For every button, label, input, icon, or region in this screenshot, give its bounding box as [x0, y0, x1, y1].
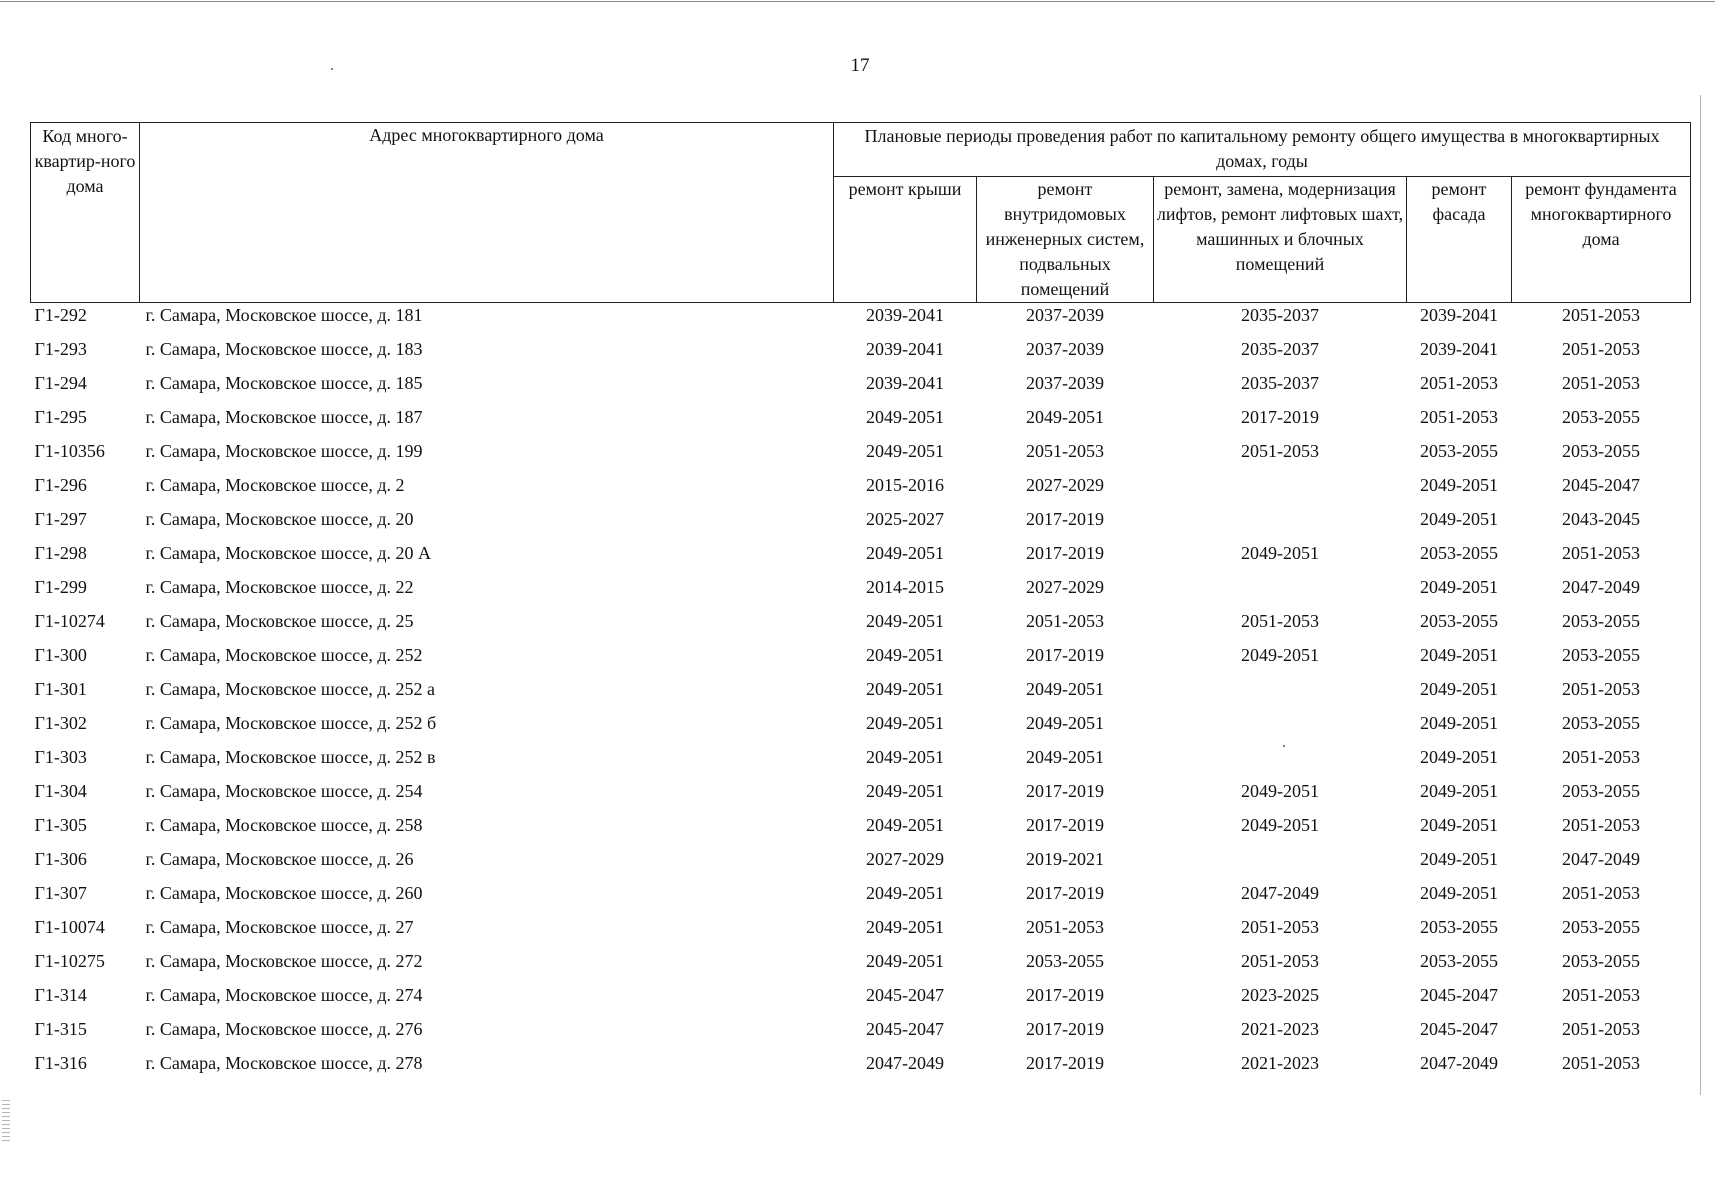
table-row: [31, 575, 1691, 609]
cell-roof: 2049-2051: [866, 815, 944, 835]
cell-roof: 2049-2051: [866, 645, 944, 665]
cell-roof: 2014-2015: [866, 577, 944, 597]
header-engineering: ремонт внутридомовых инженерных систем, подвальных помещений: [977, 177, 1154, 303]
cell-elevators: [1154, 677, 1407, 711]
cell-code: Г1-294: [34, 373, 87, 393]
cell-roof: 2049-2051: [866, 407, 944, 427]
cell-address: г. Самара, Московское шоссе, д. 252: [145, 645, 423, 665]
table-header: [31, 123, 1691, 303]
cell-facade: 2049-2051: [1420, 713, 1498, 733]
cell-roof: 2039-2041: [866, 373, 944, 393]
cell-code: Г1-10356: [34, 441, 105, 461]
table-row: [31, 303, 1691, 338]
cell-elevators: 2049-2051: [1241, 781, 1319, 801]
cell-roof: 2045-2047: [866, 985, 944, 1005]
cell-facade: 2053-2055: [1420, 917, 1498, 937]
cell-code: Г1-298: [34, 543, 87, 563]
scan-speck: [331, 68, 333, 70]
cell-code: Г1-302: [34, 713, 87, 733]
scan-top-border: [0, 1, 1715, 2]
table-row: [31, 643, 1691, 677]
header-elevators: ремонт, замена, модернизация лифтов, ремонт лифтовых шахт, машинных и блочных помещений: [1154, 177, 1407, 303]
cell-elevators: 2035-2037: [1241, 339, 1319, 359]
cell-foundation: 2051-2053: [1562, 339, 1641, 359]
cell-foundation: 2053-2055: [1562, 951, 1641, 971]
cell-foundation: 2053-2055: [1562, 407, 1641, 427]
cell-roof: 2039-2041: [866, 339, 944, 359]
cell-roof: 2049-2051: [866, 883, 944, 903]
cell-foundation: 2043-2045: [1562, 509, 1641, 529]
cell-roof: 2049-2051: [866, 611, 944, 631]
cell-facade: 2049-2051: [1420, 679, 1498, 699]
cell-code: Г1-10275: [34, 951, 105, 971]
cell-foundation: 2053-2055: [1562, 713, 1641, 733]
table-row: [31, 915, 1691, 949]
cell-facade: 2039-2041: [1420, 339, 1498, 359]
table-row: [31, 1017, 1691, 1051]
table-row: [31, 881, 1691, 915]
cell-facade: 2049-2051: [1420, 475, 1498, 495]
cell-roof: 2047-2049: [866, 1053, 944, 1073]
cell-address: г. Самара, Московское шоссе, д. 27: [145, 917, 414, 937]
cell-elevators: [1154, 507, 1407, 541]
cell-facade: 2045-2047: [1420, 985, 1498, 1005]
table-row: [31, 507, 1691, 541]
cell-elevators: 2023-2025: [1241, 985, 1319, 1005]
table-row: [31, 813, 1691, 847]
cell-address: г. Самара, Московское шоссе, д. 254: [145, 781, 423, 801]
cell-facade: 2051-2053: [1420, 373, 1498, 393]
cell-facade: 2051-2053: [1420, 407, 1498, 427]
header-code: Код много-квартир-ного дома: [31, 123, 140, 303]
cell-foundation: 2051-2053: [1562, 815, 1641, 835]
cell-roof: 2049-2051: [866, 713, 944, 733]
cell-foundation: 2051-2053: [1562, 1053, 1641, 1073]
cell-elevators: 2035-2037: [1241, 305, 1319, 325]
cell-foundation: 2051-2053: [1562, 1019, 1641, 1039]
header-address: Адрес многоквартирного дома: [140, 123, 834, 303]
header-planned-periods: Плановые периоды проведения работ по капитальному ремонту общего имущества в многоквартирных домах, годы: [834, 123, 1691, 177]
cell-code: Г1-316: [34, 1053, 87, 1073]
cell-address: г. Самара, Московское шоссе, д. 187: [145, 407, 423, 427]
cell-elevators: 2047-2049: [1241, 883, 1319, 903]
cell-elevators: [1154, 575, 1407, 609]
cell-engineering: 2017-2019: [1026, 781, 1104, 801]
cell-engineering: 2017-2019: [1026, 985, 1104, 1005]
cell-engineering: 2017-2019: [1026, 815, 1104, 835]
table-body: [31, 303, 1691, 1086]
cell-elevators: 2017-2019: [1241, 407, 1319, 427]
cell-foundation: 2047-2049: [1562, 577, 1641, 597]
table-row: [31, 983, 1691, 1017]
cell-foundation: 2051-2053: [1562, 747, 1641, 767]
cell-foundation: 2051-2053: [1562, 985, 1641, 1005]
cell-code: Г1-305: [34, 815, 87, 835]
cell-roof: 2027-2029: [866, 849, 944, 869]
cell-address: г. Самара, Московское шоссе, д. 276: [145, 1019, 423, 1039]
cell-elevators: [1154, 711, 1407, 745]
cell-address: г. Самара, Московское шоссе, д. 181: [145, 305, 423, 325]
cell-elevators: 2051-2053: [1241, 951, 1319, 971]
scan-right-border: [1700, 95, 1701, 1095]
page-number: 17: [850, 55, 870, 76]
cell-facade: 2053-2055: [1420, 441, 1498, 461]
cell-roof: 2049-2051: [866, 543, 944, 563]
cell-code: Г1-303: [34, 747, 87, 767]
cell-engineering: 2051-2053: [1026, 917, 1104, 937]
cell-address: г. Самара, Московское шоссе, д. 260: [145, 883, 423, 903]
cell-engineering: 2017-2019: [1026, 883, 1104, 903]
cell-elevators: 2049-2051: [1241, 645, 1319, 665]
cell-code: Г1-293: [34, 339, 87, 359]
cell-address: г. Самара, Московское шоссе, д. 26: [145, 849, 414, 869]
cell-elevators: 2021-2023: [1241, 1053, 1319, 1073]
cell-roof: 2039-2041: [866, 305, 944, 325]
cell-roof: 2049-2051: [866, 679, 944, 699]
cell-facade: 2049-2051: [1420, 577, 1498, 597]
cell-elevators: 2049-2051: [1241, 815, 1319, 835]
cell-address: г. Самара, Московское шоссе, д. 25: [145, 611, 414, 631]
table-row: [31, 405, 1691, 439]
table-row: [31, 371, 1691, 405]
cell-address: г. Самара, Московское шоссе, д. 252 б: [145, 713, 437, 733]
cell-code: Г1-306: [34, 849, 87, 869]
cell-roof: 2049-2051: [866, 781, 944, 801]
cell-elevators: [1154, 745, 1407, 779]
cell-roof: 2015-2016: [866, 475, 944, 495]
cell-roof: 2049-2051: [866, 917, 944, 937]
cell-engineering: 2037-2039: [1026, 305, 1104, 325]
table-row: [31, 949, 1691, 983]
cell-facade: 2049-2051: [1420, 747, 1498, 767]
cell-code: Г1-304: [34, 781, 87, 801]
cell-foundation: 2051-2053: [1562, 373, 1641, 393]
cell-facade: 2053-2055: [1420, 611, 1498, 631]
cell-code: Г1-301: [34, 679, 87, 699]
cell-roof: 2025-2027: [866, 509, 944, 529]
cell-address: г. Самара, Московское шоссе, д. 20: [145, 509, 414, 529]
cell-elevators: 2021-2023: [1241, 1019, 1319, 1039]
cell-elevators: 2051-2053: [1241, 441, 1319, 461]
cell-roof: 2045-2047: [866, 1019, 944, 1039]
cell-engineering: 2053-2055: [1026, 951, 1104, 971]
cell-code: Г1-299: [34, 577, 87, 597]
table-row: [31, 745, 1691, 779]
table-row: [31, 677, 1691, 711]
cell-code: Г1-292: [34, 305, 87, 325]
table-row: [31, 337, 1691, 371]
cell-roof: 2049-2051: [866, 441, 944, 461]
cell-engineering: 2027-2029: [1026, 475, 1104, 495]
cell-engineering: 2049-2051: [1026, 747, 1104, 767]
cell-code: Г1-297: [34, 509, 87, 529]
cell-elevators: 2051-2053: [1241, 611, 1319, 631]
table-row: [31, 609, 1691, 643]
cell-facade: 2049-2051: [1420, 815, 1498, 835]
cell-foundation: 2051-2053: [1562, 679, 1641, 699]
cell-engineering: 2017-2019: [1026, 645, 1104, 665]
cell-foundation: 2053-2055: [1562, 441, 1641, 461]
cell-facade: 2053-2055: [1420, 951, 1498, 971]
cell-engineering: 2051-2053: [1026, 611, 1104, 631]
cell-foundation: 2047-2049: [1562, 849, 1641, 869]
cell-foundation: 2045-2047: [1562, 475, 1641, 495]
cell-address: г. Самара, Московское шоссе, д. 2: [145, 475, 405, 495]
cell-address: г. Самара, Московское шоссе, д. 258: [145, 815, 423, 835]
cell-facade: 2039-2041: [1420, 305, 1498, 325]
repair-schedule-table: [30, 122, 1691, 1085]
cell-address: г. Самара, Московское шоссе, д. 199: [145, 441, 423, 461]
cell-address: г. Самара, Московское шоссе, д. 272: [145, 951, 423, 971]
cell-engineering: 2049-2051: [1026, 679, 1104, 699]
cell-facade: 2049-2051: [1420, 645, 1498, 665]
cell-address: г. Самара, Московское шоссе, д. 252 в: [145, 747, 436, 767]
cell-elevators: 2049-2051: [1241, 543, 1319, 563]
cell-address: г. Самара, Московское шоссе, д. 185: [145, 373, 423, 393]
cell-engineering: 2049-2051: [1026, 713, 1104, 733]
cell-engineering: 2017-2019: [1026, 1053, 1104, 1073]
cell-code: Г1-307: [34, 883, 87, 903]
cell-engineering: 2037-2039: [1026, 373, 1104, 393]
cell-engineering: 2017-2019: [1026, 543, 1104, 563]
cell-elevators: [1154, 847, 1407, 881]
cell-foundation: 2051-2053: [1562, 543, 1641, 563]
table-row: [31, 1051, 1691, 1085]
cell-engineering: 2017-2019: [1026, 509, 1104, 529]
cell-elevators: 2051-2053: [1241, 917, 1319, 937]
cell-facade: 2047-2049: [1420, 1053, 1498, 1073]
cell-address: г. Самара, Московское шоссе, д. 22: [145, 577, 414, 597]
cell-engineering: 2049-2051: [1026, 407, 1104, 427]
cell-elevators: [1154, 473, 1407, 507]
header-roof: ремонт крыши: [834, 177, 977, 303]
cell-facade: 2045-2047: [1420, 1019, 1498, 1039]
cell-engineering: 2051-2053: [1026, 441, 1104, 461]
table-row: [31, 711, 1691, 745]
cell-code: Г1-314: [34, 985, 87, 1005]
cell-roof: 2049-2051: [866, 747, 944, 767]
scan-edge-noise: [2, 1100, 10, 1142]
cell-address: г. Самара, Московское шоссе, д. 252 а: [145, 679, 435, 699]
cell-roof: 2049-2051: [866, 951, 944, 971]
cell-facade: 2053-2055: [1420, 543, 1498, 563]
cell-foundation: 2053-2055: [1562, 917, 1641, 937]
cell-facade: 2049-2051: [1420, 509, 1498, 529]
table-row: [31, 541, 1691, 575]
cell-address: г. Самара, Московское шоссе, д. 183: [145, 339, 423, 359]
header-row-top: [31, 123, 1691, 177]
cell-foundation: 2051-2053: [1562, 883, 1641, 903]
cell-facade: 2049-2051: [1420, 849, 1498, 869]
cell-address: г. Самара, Московское шоссе, д. 274: [145, 985, 423, 1005]
header-foundation: ремонт фундамента многоквартирного дома: [1512, 177, 1691, 303]
table-row: [31, 779, 1691, 813]
cell-code: Г1-10274: [34, 611, 105, 631]
cell-foundation: 2051-2053: [1562, 305, 1641, 325]
table-row: [31, 439, 1691, 473]
cell-address: г. Самара, Московское шоссе, д. 20 А: [145, 543, 431, 563]
cell-facade: 2049-2051: [1420, 781, 1498, 801]
cell-code: Г1-300: [34, 645, 87, 665]
cell-code: Г1-296: [34, 475, 87, 495]
cell-engineering: 2027-2029: [1026, 577, 1104, 597]
table-row: [31, 473, 1691, 507]
cell-foundation: 2053-2055: [1562, 645, 1641, 665]
cell-foundation: 2053-2055: [1562, 781, 1641, 801]
cell-code: Г1-295: [34, 407, 87, 427]
cell-engineering: 2019-2021: [1026, 849, 1104, 869]
cell-address: г. Самара, Московское шоссе, д. 278: [145, 1053, 423, 1073]
header-facade: ремонт фасада: [1407, 177, 1512, 303]
cell-facade: 2049-2051: [1420, 883, 1498, 903]
cell-code: Г1-10074: [34, 917, 105, 937]
table-row: [31, 847, 1691, 881]
cell-code: Г1-315: [34, 1019, 87, 1039]
cell-foundation: 2053-2055: [1562, 611, 1641, 631]
cell-elevators: 2035-2037: [1241, 373, 1319, 393]
cell-engineering: 2017-2019: [1026, 1019, 1104, 1039]
cell-engineering: 2037-2039: [1026, 339, 1104, 359]
